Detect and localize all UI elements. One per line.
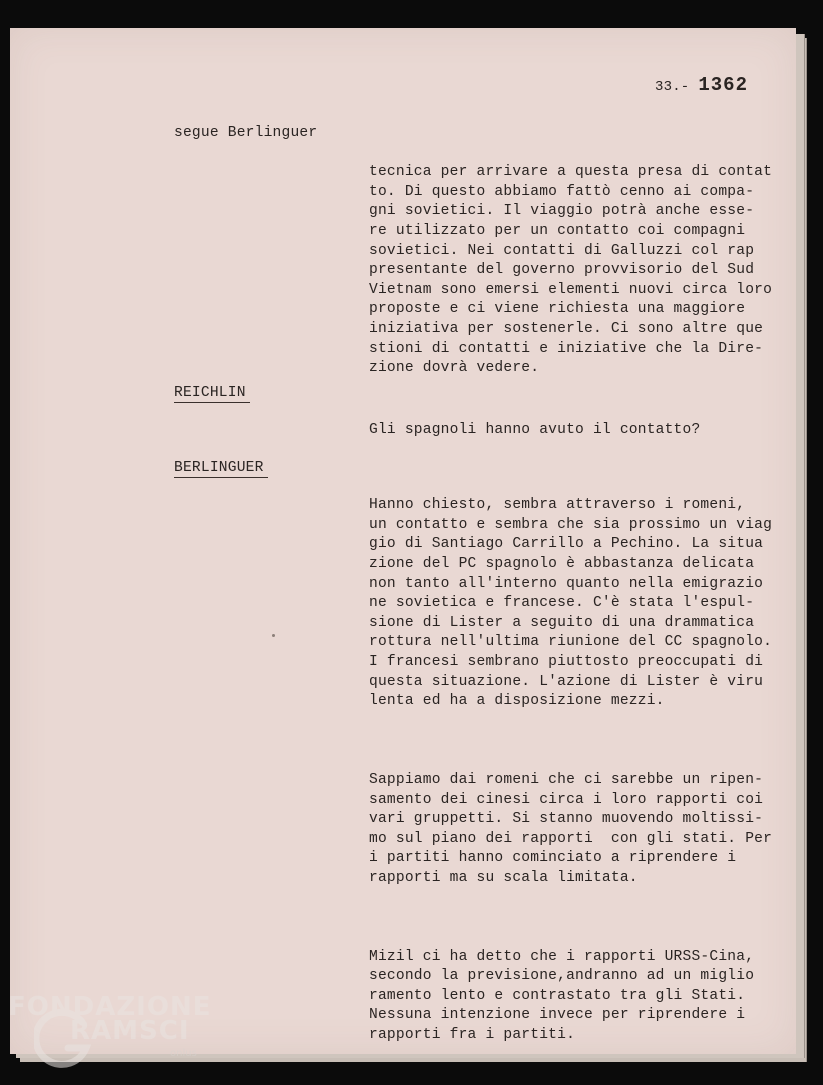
watermark-line-1: FONDAZIONE (8, 992, 212, 1022)
page-number-value: 1362 (698, 74, 748, 96)
paper-speck (272, 634, 275, 637)
speech-block-segue-berlinguer (369, 124, 789, 418)
speech-paragraph: Mizil ci ha detto che i rapporti URSS-Cina, secondo la previsione,andranno ad un miglio ramento lento e contrastato tra gli Stati. Nessuna intenzione invece per riprendere i rapporti fra i partiti. (369, 948, 755, 1044)
page-number (655, 74, 748, 96)
speech-block-berlinguer (369, 457, 789, 1085)
speaker-segue-berlinguer: segue Berlinguer (174, 125, 318, 141)
page-number-prefix: 33.- (655, 79, 690, 95)
speech-paragraph: tecnica per arrivare a questa presa di contat to. Di questo abbiamo fattò cenno ai compa- gni sovietici. Il viaggio potrà anche esse- re utilizzato per un contatto coi compagni sovietici. Nei contatti di Galluzzi col rap presentante del governo provvisorio del Sud Vietnam sono emersi elementi nuovi circa loro proposte e ci viene richiesta una maggiore iniziativa per sostenerle. Ci sono altre que stioni di contatti e iniziative che la Dire- zione dovrà vedere. (369, 164, 773, 377)
document-page (10, 28, 796, 1054)
watermark-line-2: RAMSCI (70, 1016, 190, 1046)
watermark-line-3: onlus (170, 1048, 197, 1059)
speaker-berlinguer: BERLINGUER (174, 460, 268, 478)
speech-paragraph: Sappiamo dai romeni che ci sarebbe un ripen- samento dei cinesi circa i loro rapporti coi vari gruppetti. Si stanno muovendo moltissi- mo sul piano dei rapporti con gli stati. Per i partiti hanno cominciato a riprendere i rapporti ma su scala limitata. (369, 771, 773, 886)
speaker-reichlin: REICHLIN (174, 385, 250, 403)
speech-paragraph: Hanno chiesto, sembra attraverso i romeni, un contatto e sembra che sia prossimo un viag gio di Santiago Carrillo a Pechino. La situa zione del PC spagnolo è abbastanza delicata non tanto all'interno quanto nella emigrazio ne sovietica e francese. C'è stata l'espul- sione di Lister a seguito di una drammatica rottura nell'ultima riunione del CC spagnolo. I francesi sembrano piuttosto preoccupati di questa situazione. L'azione di Lister è viru lenta ed ha a disposizione mezzi. (369, 497, 773, 710)
speech-paragraph: Gli spagnoli hanno avuto il contatto? (369, 422, 701, 439)
fondazione-gramsci-watermark (4, 990, 214, 1080)
